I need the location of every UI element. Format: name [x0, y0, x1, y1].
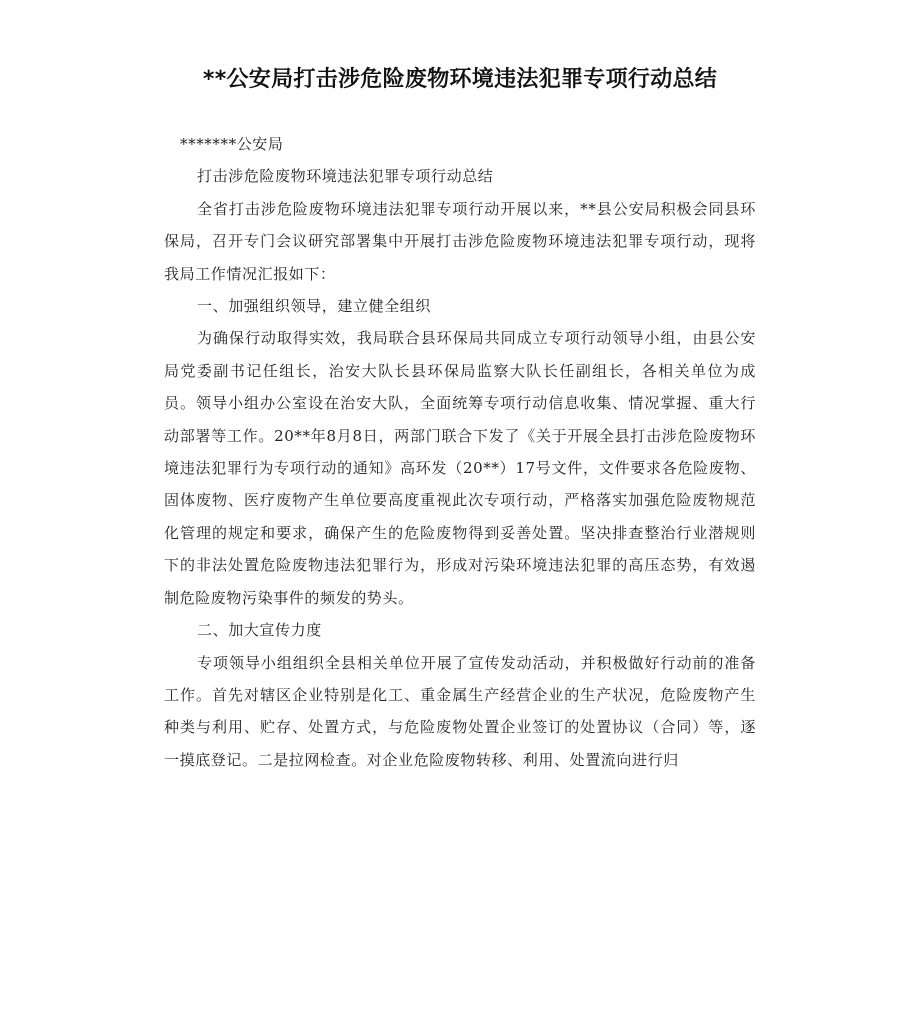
document-title: **公安局打击涉危险废物环境违法犯罪专项行动总结	[202, 67, 718, 92]
section-body-1: 为确保行动取得实效，我局联合县环保局共同成立专项行动领导小组，由县公安局党委副书记任组长，治安大队长县环保局监察大队长任副组长，各相关单位为成员。领导小组办公室设在治安大队，全面统筹专项行动信息收集、情况掌握、重大行动部署等工作。20**年8月8日，两部门联合下发了《关于开展全县打击涉危险废物环境违法犯罪行为专项行动的通知》高环发（20**）17号文件，文件要求各危险废物、固体废物、医疗废物产生单位要高度重视此次专项行动，严格落实加强危险废物规范化管理的规定和要求，确保产生的危险废物得到妥善处置。坚决排查整治行业潜规则下的非法处置危险废物违法犯罪行为，形成对污染环境违法犯罪的高压态势，有效遏制危险废物污染事件的频发的势头。	[164, 329, 756, 607]
section-heading-1: 一、加强组织领导，建立健全组织	[197, 297, 432, 316]
intro-paragraph: 全省打击涉危险废物环境违法犯罪专项行动开展以来，**县公安局积极会同县环保局，召开专门会议研究部署集中开展打击涉危险废物环境违法犯罪专项行动，现将我局工作情况汇报如下：	[164, 199, 756, 283]
section-body-2: 专项领导小组组织全县相关单位开展了宣传发动活动，并积极做好行动前的准备工作。首先对辖区企业特别是化工、重金属生产经营企业的生产状况，危险废物产生种类与利用、贮存、处置方式，与危险废物处置企业签订的处置协议（合同）等，逐一摸底登记。二是拉网检查。对企业危险废物转移、利用、处置流向进行归	[164, 653, 756, 769]
document-body	[164, 128, 756, 776]
organization-line: *******公安局	[180, 135, 284, 153]
document-subtitle: 打击涉危险废物环境违法犯罪专项行动总结	[197, 167, 494, 186]
section-heading-2: 二、加大宣传力度	[197, 621, 322, 640]
